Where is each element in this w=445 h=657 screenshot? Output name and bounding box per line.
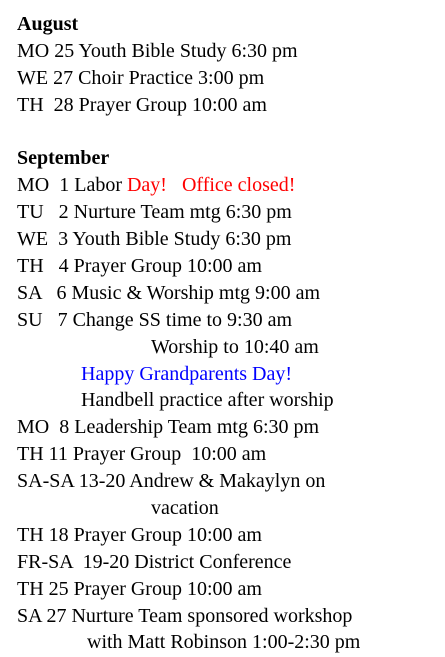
september-event-prayer-group: TH 11 Prayer Group 10:00 am: [17, 443, 267, 466]
grandparents-day-note: Happy Grandparents Day!: [81, 362, 293, 385]
september-event-workshop: SA 27 Nurture Team sponsored workshop: [17, 604, 353, 627]
labor-day-highlight: Day!: [126, 174, 167, 197]
labor-day-gap: [167, 174, 182, 196]
september-event-labor-day: [17, 172, 445, 199]
august-event-youth-bible-study: MO 25 Youth Bible Study 6:30 pm: [17, 39, 298, 62]
september-event-prayer-group: TH 25 Prayer Group 10:00 am: [17, 577, 262, 600]
september-event-change-ss-time: SU 7 Change SS time to 9:30 am: [17, 308, 292, 331]
september-heading: September: [17, 147, 110, 170]
section-spacer: [17, 119, 445, 146]
worship-time-note: Worship to 10:40 am: [151, 335, 319, 358]
august-heading: August: [17, 13, 79, 35]
september-event-prayer-group: TH 4 Prayer Group 10:00 am: [17, 255, 262, 278]
september-event-youth-bible-study: WE 3 Youth Bible Study 6:30 pm: [17, 228, 292, 251]
september-event-music-worship: SA 6 Music & Worship mtg 9:00 am: [17, 281, 321, 304]
september-event-nurture-team: TU 2 Nurture Team mtg 6:30 pm: [17, 201, 292, 224]
handbell-practice-note: Handbell practice after worship: [81, 389, 334, 412]
august-event-choir-practice: WE 27 Choir Practice 3:00 pm: [17, 66, 265, 89]
workshop-detail: with Matt Robinson 1:00-2:30 pm: [87, 631, 361, 654]
august-event-prayer-group: TH 28 Prayer Group 10:00 am: [17, 93, 267, 116]
september-event-vacation: SA-SA 13-20 Andrew & Makaylyn on: [17, 470, 326, 493]
september-event-leadership-team: MO 8 Leadership Team mtg 6:30 pm: [17, 416, 320, 439]
september-event-district-conference: FR-SA 19-20 District Conference: [17, 550, 292, 573]
office-closed-notice: Office closed!: [181, 174, 296, 197]
september-event-prayer-group: TH 18 Prayer Group 10:00 am: [17, 523, 262, 546]
vacation-continuation: vacation: [151, 497, 219, 520]
labor-day-prefix: MO 1 Labor: [17, 174, 127, 197]
